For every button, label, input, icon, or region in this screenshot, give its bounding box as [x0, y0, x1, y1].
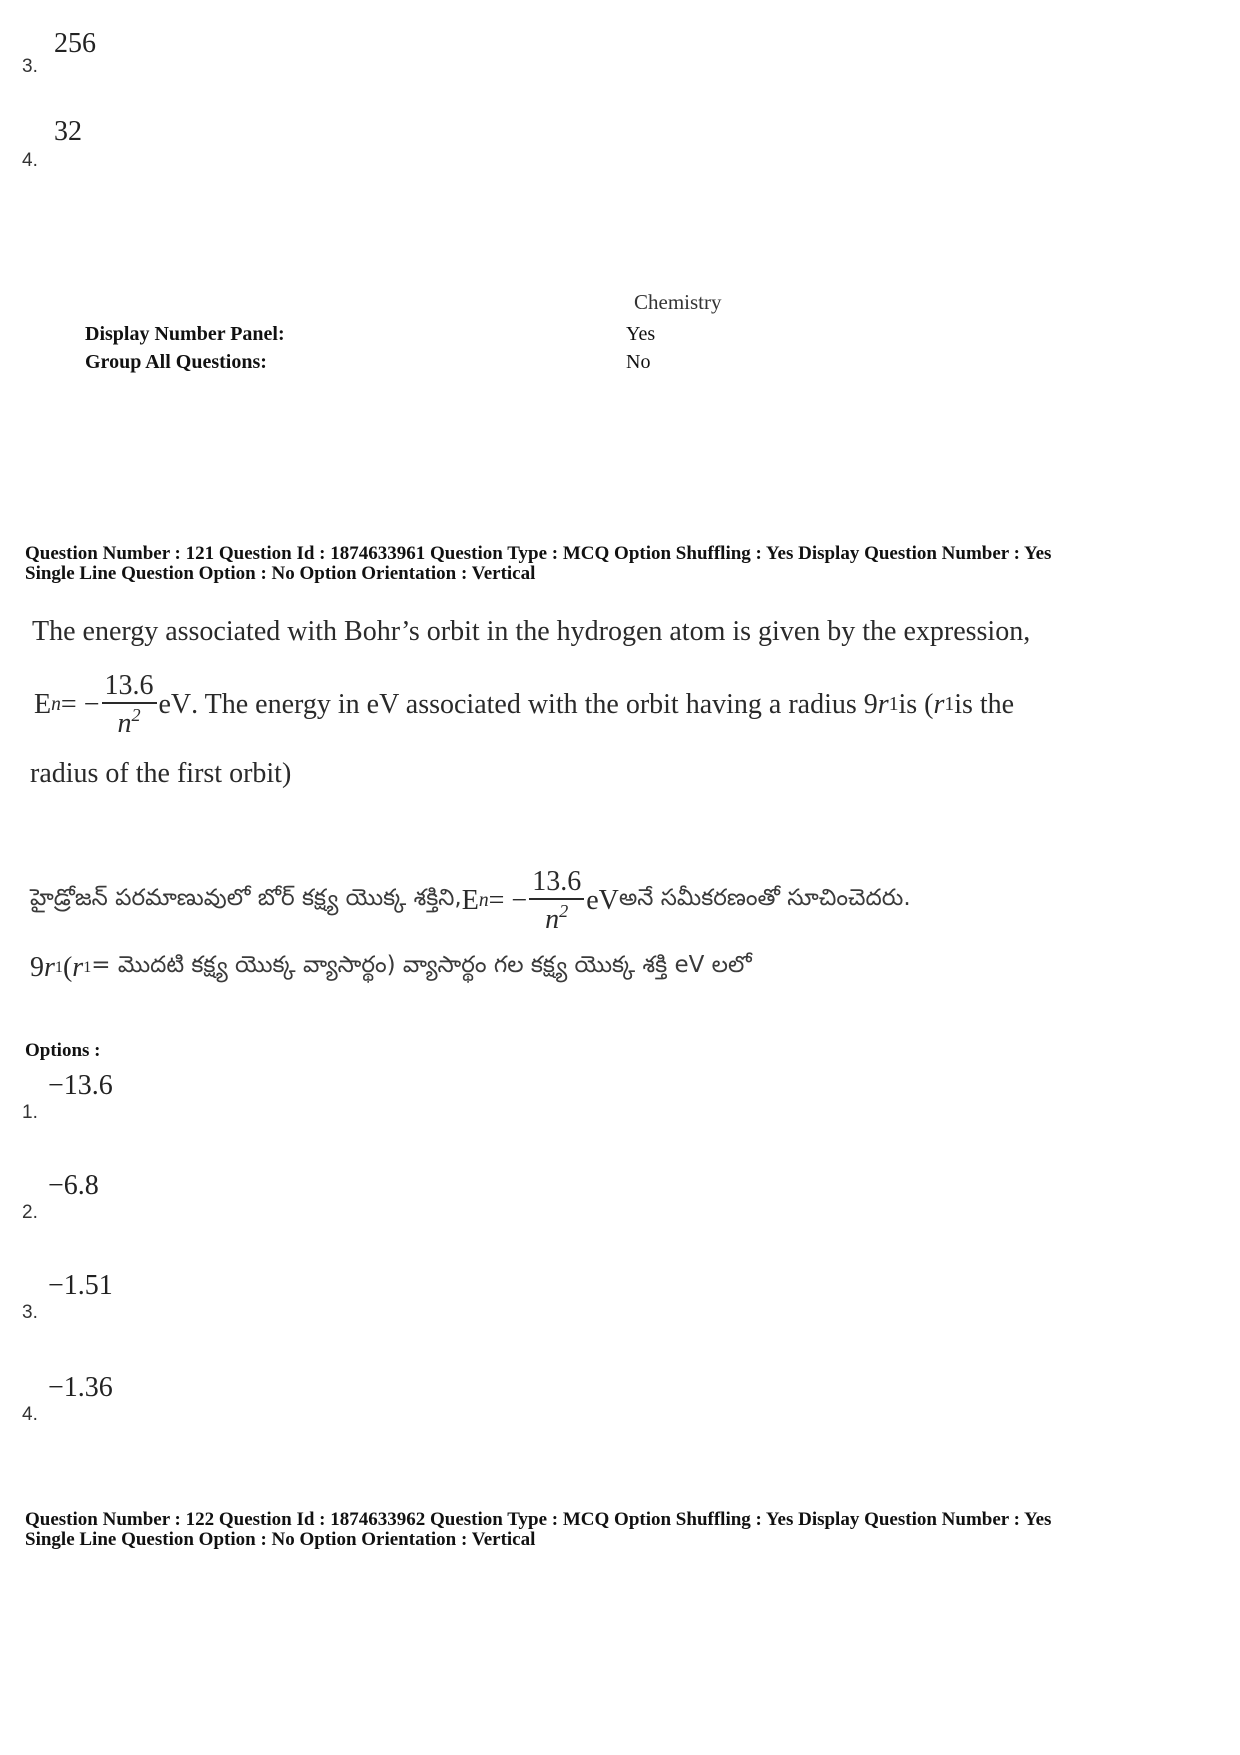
- unit: eV: [586, 884, 619, 916]
- r-symbol-2: r: [933, 688, 945, 720]
- r-subscript: 1: [888, 693, 899, 715]
- energy-subscript: n: [478, 889, 489, 911]
- open-paren: (: [62, 952, 73, 983]
- telugu-text-line1: [30, 868, 911, 934]
- option-number: 3.: [22, 1302, 38, 1323]
- r-subscript: 1: [54, 959, 63, 976]
- text-rest-b: is (: [898, 688, 934, 720]
- option-value: −13.6: [48, 1070, 113, 1101]
- option-value: 32: [54, 116, 82, 147]
- telugu-line1-b: అనే సమీకరణంతో సూచించెదరు.: [618, 884, 911, 911]
- display-number-panel-value: Yes: [626, 323, 656, 345]
- telugu-formula: [462, 868, 619, 934]
- equals-minus: = −: [60, 688, 100, 720]
- telugu-line1-a: హైడ్రోజన్ పరమాణువులో బోర్ కక్ష్య యొక్క శక్తిని,: [30, 884, 462, 911]
- option-number: 2.: [22, 1202, 38, 1223]
- r-symbol-2: r: [72, 952, 84, 983]
- fraction-denominator: [102, 704, 157, 738]
- question-meta-line1: Question Number : 121 Question Id : 1874633961 Question Type : MCQ Option Shuffling : Yes Display Question Number : Yes: [25, 543, 1052, 564]
- r-symbol: r: [877, 688, 889, 720]
- option-number: 4.: [22, 150, 38, 171]
- option-number: 1.: [22, 1102, 38, 1123]
- r-subscript-2: 1: [944, 693, 955, 715]
- fraction-numerator: 13.6: [102, 672, 157, 704]
- group-all-questions-value: No: [626, 351, 651, 373]
- group-all-questions-label: Group All Questions:: [85, 351, 267, 373]
- fraction-den-sup: 2: [131, 705, 141, 725]
- question-text-line3: radius of the first orbit): [30, 758, 292, 789]
- energy-symbol: E: [34, 688, 52, 720]
- option-number: 4.: [22, 1404, 38, 1425]
- question-meta-line1: Question Number : 122 Question Id : 1874633962 Question Type : MCQ Option Shuffling : Yes Display Question Number : Yes: [25, 1509, 1052, 1530]
- telugu-nine: 9: [30, 952, 44, 983]
- unit: eV: [158, 688, 192, 720]
- question-text-line1: The energy associated with Bohr’s orbit in the hydrogen atom is given by the expression,: [32, 616, 1031, 647]
- telugu-text-line2: [30, 952, 752, 984]
- telugu-line2-mid: = మొదటి కక్ష్య యొక్క వ్యాసార్థం) వ్యాసార్థం గల కక్ష్య యొక్క శక్తి eV లలో: [91, 952, 752, 978]
- text-rest-a: . The energy in eV associated with the orbit having a radius 9: [191, 688, 878, 720]
- fraction-denominator: [529, 900, 584, 934]
- option-value: 256: [54, 28, 96, 59]
- fraction-den-sup: 2: [559, 901, 569, 921]
- fraction: [529, 868, 584, 934]
- option-number: 3.: [22, 56, 38, 77]
- question-meta-line2: Single Line Question Option : No Option Orientation : Vertical: [25, 1529, 536, 1550]
- option-value: −1.36: [48, 1372, 113, 1403]
- fraction: [102, 672, 157, 738]
- fraction-den-base: n: [545, 903, 560, 935]
- section-name: Chemistry: [634, 290, 722, 314]
- option-value: −1.51: [48, 1270, 113, 1301]
- equals-minus: = −: [488, 884, 528, 916]
- energy-subscript: n: [51, 693, 61, 715]
- display-number-panel-label: Display Number Panel:: [85, 323, 285, 345]
- fraction-den-base: n: [117, 707, 132, 739]
- text-rest-c: is the: [954, 688, 1015, 720]
- fraction-numerator: 13.6: [529, 868, 584, 900]
- option-value: −6.8: [48, 1170, 99, 1201]
- options-label: Options :: [25, 1040, 101, 1061]
- r-symbol: r: [44, 952, 55, 983]
- question-meta-line2: Single Line Question Option : No Option Orientation : Vertical: [25, 563, 536, 584]
- r-subscript-2: 1: [83, 959, 92, 976]
- energy-symbol: E: [461, 884, 479, 916]
- question-text-line2: [34, 672, 1014, 738]
